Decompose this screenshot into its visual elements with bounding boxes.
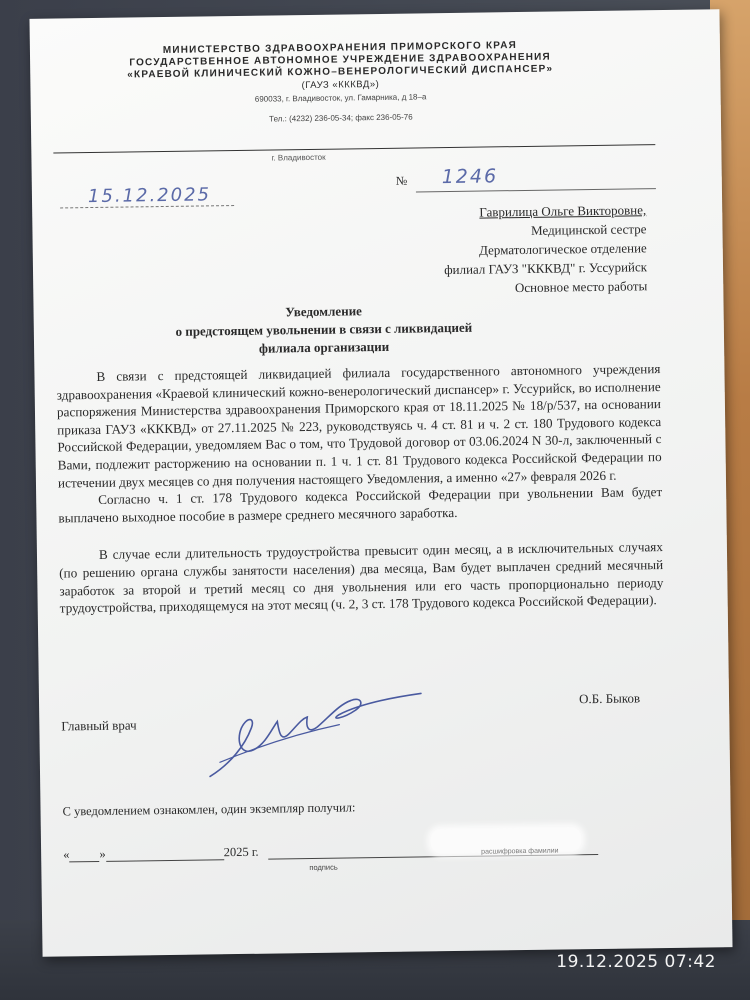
signature-caption: подпись [309,862,338,873]
paragraph-severance: Согласно ч. 1 ст. 178 Трудового кодекса Российской Федерации при увольнении Вам будет выплачено выходное пособие в размере среднего месячного заработка. [58,484,663,526]
letterhead-divider [53,144,655,153]
notice-body [56,360,663,617]
open-quote: « [63,847,70,862]
handwritten-date: 15.12.2025 [87,184,212,208]
letterhead [30,38,651,129]
paragraph-liquidation: В связи с предстоящей ликвидацией филиала государственного автономного учреждения здравоохранения «Краевой клинический кожно-венерологический диспансер» г. Уссурийск, во исполнение распоряжения Министерства здравоохранения Приморского края от 18.11.2025 № 18/р/537, на основании приказа ГАУЗ «КККВД» от 27.11.2025 № 223, руководствуясь ч. 4 ст. 81 и ч. 2 ст. 180 Трудового кодекса Российской Федерации, уведомляем Вас о том, что Трудовой договор от 03.06.2024 N 30-л, заключенный с Вами, подлежит расторжению на основании п. 1 ч. 1 ст. 81 Трудового кодекса Российской Федерации по истечении двух месяцев со дня получения настоящего Уведомления, а именно «27» февраля 2026 г. [56,361,662,491]
handwritten-signature [189,673,431,786]
acknowledgement-signature-row [63,838,683,863]
institution-phone: Тел.: (4232) 236-05-34; факс 236-05-76 [269,112,413,124]
day-blank [69,846,99,862]
notice-document [29,9,732,957]
addressee-branch: филиал ГАУЗ "КККВД" г. Уссурийск [444,259,648,278]
date-underline [60,205,234,208]
addressee-position: Медицинской сестре [530,221,647,238]
addressee-work-type: Основное место работы [514,278,648,296]
title-line-3: филиала организации [258,338,390,356]
institution-abbr: (ГАУЗ «КККВД») [301,78,380,92]
photo-timestamp: 19.12.2025 07:42 [556,952,716,972]
number-underline [416,188,656,192]
acknowledgement-text: С уведомлением ознакомлен, один экземпляр получил: [62,800,356,819]
addressee-name: Гаврилица Ольге Викторовне, [479,202,647,220]
paragraph-additional-pay: В случае если длительность трудоустройства превысит один месяц, а в исключительных случаях (по решению органа службы занятости населения) два месяца, Вам будет выплачен средний месячный заработок за второй и третий месяц со дня увольнения или его часть пропорционально периоду трудоустройства, приходящемуся на этот месяц (ч. 2, 3 ст. 178 Трудового кодекса Российской Федерации). [59,539,664,616]
number-label: № [395,173,408,188]
notice-title [113,300,534,360]
name-caption: расшифровка фамилии [481,847,559,856]
institution-address: 690033, г. Владивосток, ул. Гамарника, д 18–а [254,92,427,104]
chief-doctor-name: О.Б. Быков [578,690,641,707]
title-line-2: о предстоящем увольнении в связи с ликвидацией [175,319,473,339]
institution-name: «КРАЕВОЙ КЛИНИЧЕСКИЙ КОЖНО–ВЕНЕРОЛОГИЧЕСКИЙ ДИСПАНСЕР» [127,63,554,81]
title-line-1: Уведомление [285,303,362,320]
year-suffix: 2025 г. [223,844,259,860]
issue-city: г. Владивосток [271,152,326,163]
handwritten-number: 1246 [441,165,499,189]
close-quote: » [99,846,106,861]
month-blank [106,844,224,862]
addressee-department: Дерматологическое отделение [478,240,647,258]
chief-doctor-label: Главный врач [61,717,137,734]
institution-type: ГОСУДАРСТВЕННОЕ АВТОНОМНОЕ УЧРЕЖДЕНИЕ ЗДРАВООХРАНЕНИЯ [129,51,551,69]
addressee-block [443,200,647,298]
ministry-name: МИНИСТЕРСТВО ЗДРАВООХРАНЕНИЯ ПРИМОРСКОГО КРАЯ [162,40,518,57]
